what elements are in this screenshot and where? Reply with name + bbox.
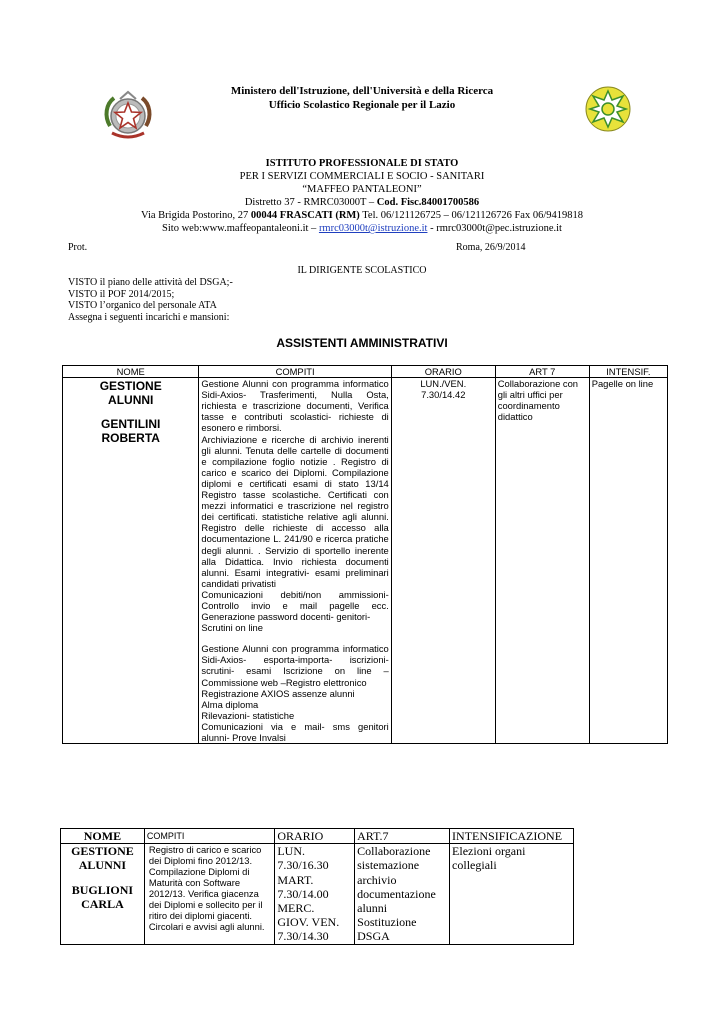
art7-line: Sostituzione: [357, 915, 417, 930]
col-header-compiti: COMPITI: [199, 366, 391, 378]
phone-fax: Tel. 06/121126725 – 06/121126726 Fax 06/9419818: [362, 210, 583, 221]
duty-paragraph: Archiviazione e ricerche di archivio inerenti gli alunni. Tenuta delle cartelle di documenti e compilazione foglio notizie . Registro di carico e scarico dei Diplomi. Compilazione diplomi e certificati esami di stato 13/14 Registro tasse scolastiche. Certificati con mezzi informatici e trascrizione nel registro dei certificati. statistiche relative agli alunni. Registro delle richieste di accesso alla documentazione L. 241/90 e ricerca pratiche degli alunni. . Servizio di sportello inerente alla Didattica. Invio richiesta documenti alunni. Esami integrativi- esami preliminari candidati privatisti: [201, 433, 389, 589]
duty-paragraph: Rilevazioni- statistiche: [201, 709, 295, 721]
visto-line: Assegna i seguenti incarichi e mansioni:: [68, 311, 230, 323]
col-header-orario: ORARIO: [391, 366, 495, 378]
art7-cell: [355, 844, 450, 944]
duty-paragraph: Comunicazioni debiti/non ammissioni- Controllo invio e mail pagelle ecc. Generazione password docenti- genitori-: [201, 588, 389, 623]
art7-line: DSGA: [357, 929, 390, 944]
schedule-cell: [391, 378, 495, 744]
regional-office: Ufficio Scolastico Regionale per il Lazio: [268, 99, 456, 111]
duty-paragraph: Registrazione AXIOS assenze alunni: [201, 687, 355, 699]
schedule-line: 7.30/14.00: [277, 886, 329, 901]
school-address: [80, 209, 644, 222]
school-name: ISTITUTO PROFESSIONALE DI STATO: [265, 158, 459, 169]
protocol-label: Prot.: [68, 242, 88, 253]
schedule-cell: [275, 844, 355, 944]
employee-surname: BUGLIONI: [71, 882, 134, 897]
schedule-line: LUN.: [277, 844, 305, 859]
table-row: [63, 378, 668, 744]
col-header-art7: ART.7: [355, 829, 450, 844]
schedule-line: GIOV. VEN.: [277, 915, 340, 930]
district-code: Distretto 37 - RMRC03000T –: [244, 197, 375, 208]
duties-cell: Registro di carico e scarico dei Diplomi fino 2012/13. Compilazione Diplomi di Maturità con Software 2012/13. Verifica giacenza dei Diplomi e sollecito per il ritiro dei diplomi giacenti. Circolari e avvisi agli alunni.: [144, 844, 274, 944]
col-header-intensif: INTENSIF.: [589, 366, 667, 378]
employee-cell: [63, 378, 199, 744]
schedule-line: MERC.: [277, 901, 315, 916]
employee-firstname: CARLA: [81, 896, 124, 911]
school-header: [80, 157, 644, 235]
address-city: 00044 FRASCATI (RM): [250, 210, 360, 221]
area-label: GESTIONE: [71, 844, 134, 859]
art7-line: alunni: [357, 901, 388, 916]
visto-block: [68, 277, 233, 323]
email-link[interactable]: rmrc03000t@istruzione.it: [318, 223, 428, 234]
area-label: GESTIONE: [99, 379, 162, 394]
table-row: [61, 844, 574, 944]
art7-line: archivio: [357, 872, 397, 887]
visto-line: VISTO il POF 2014/2015;: [68, 288, 175, 300]
art7-line: sistemazione: [357, 858, 420, 873]
art7-line: Collaborazione: [357, 844, 431, 859]
col-header-art7: ART 7: [495, 366, 589, 378]
school-services: PER I SERVIZI COMMERCIALI E SOCIO - SANITARI: [239, 171, 485, 182]
col-header-intensificazione: INTENSIFICAZIONE: [450, 829, 574, 844]
intensification-line: collegiali: [452, 858, 497, 873]
duty-paragraph: Alma diploma: [201, 698, 259, 710]
employee-firstname: ROBERTA: [101, 431, 160, 446]
duty-paragraph: Comunicazioni via e mail- sms genitori alunni- Prove Invalsi: [201, 720, 389, 743]
website: Sito web:www.maffeopantaleoni.it –: [162, 223, 317, 234]
table-header-row: [61, 829, 574, 844]
schedule-line: 7.30/16.30: [277, 858, 329, 873]
schedule-line: MART.: [277, 872, 314, 887]
ministry-name: Ministero dell'Istruzione, dell'Università e della Ricerca: [230, 85, 494, 97]
school-district: [80, 196, 644, 209]
ministry-header: [150, 84, 574, 112]
lazio-region-emblem-icon: [583, 84, 633, 134]
employee-cell: [61, 844, 145, 944]
pec-address: - rmrc03000t@pec.istruzione.it: [430, 223, 562, 234]
art7-line: documentazione: [357, 886, 436, 901]
section-title: ASSISTENTI AMMINISTRATIVI: [276, 336, 448, 350]
col-header-nome: NOME: [63, 366, 199, 378]
school-subtitle: “MAFFEO PANTALEONI”: [302, 184, 422, 195]
address-street: Via Brigida Postorino, 27: [141, 210, 249, 221]
italian-republic-emblem-icon: [98, 86, 158, 146]
employee-surname: GENTILINI: [101, 417, 161, 432]
duty-paragraph: Scrutini on line: [201, 622, 263, 634]
assignment-table-gentilini: [62, 365, 668, 744]
area-label: ALUNNI: [108, 393, 154, 408]
visto-line: VISTO il piano delle attività del DSGA;-: [68, 277, 233, 288]
schedule-hours: 7.30/14.42: [421, 389, 466, 401]
intensification-line: Elezioni organi: [452, 844, 526, 859]
visto-line: VISTO l’organico del personale ATA: [68, 300, 217, 311]
duty-paragraph: Gestione Alunni con programma informatico Sidi-Axios- esporta-importa- iscrizioni- scrutini- esami Iscrizione on line – Commissione web –Registro elettronico: [201, 643, 389, 688]
art7-cell: Collaborazione con gli altri uffici per coordinamento didattico: [495, 378, 589, 744]
col-header-orario: ORARIO: [275, 829, 355, 844]
duties-cell: [199, 378, 391, 744]
col-header-compiti: COMPITI: [144, 829, 274, 844]
schedule-days: LUN./VEN.: [420, 378, 467, 390]
table-header-row: [63, 366, 668, 378]
school-contacts: [80, 222, 644, 235]
fiscal-code: Cod. Fisc.84001700586: [376, 197, 480, 208]
dirigente-heading: IL DIRIGENTE SCOLASTICO: [297, 265, 427, 276]
document-date: Roma, 26/9/2014: [456, 242, 526, 253]
area-label: ALUNNI: [78, 858, 127, 873]
col-header-nome: NOME: [61, 829, 145, 844]
schedule-line: 7.30/14.30: [277, 929, 329, 944]
duty-paragraph: Gestione Alunni con programma informatico Sidi-Axios- Trasferimenti, Nulla Osta, richiesta e trascrizione documenti, Verifica tasse e contributi scolastici- richieste di esonero e rimborsi.: [201, 378, 389, 434]
assignment-table-buglioni: [60, 828, 574, 945]
intensification-cell: [450, 844, 574, 944]
intensification-cell: Pagelle on line: [589, 378, 667, 744]
